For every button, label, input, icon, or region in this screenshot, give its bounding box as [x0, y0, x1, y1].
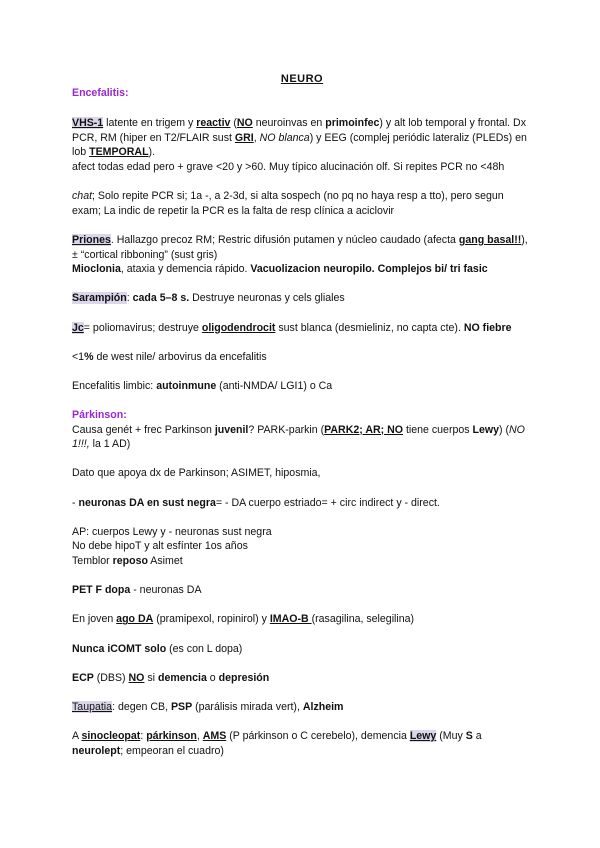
term-vhs: VHS-1	[72, 117, 104, 130]
paragraph-ap: AP: cuerpos Lewy y - neuronas sust negra	[72, 525, 272, 538]
paragraph-nunca: Nunca iCOMT solo (es con L dopa)	[72, 642, 243, 655]
term-sarampion: Sarampión	[72, 292, 127, 305]
paragraph-sarampion: Sarampión: cada 5–8 s. Destruye neuronas y cels gliales	[72, 292, 345, 305]
section-heading-parkinson: Párkinson:	[72, 409, 127, 422]
paragraph-park-genet: Causa genét + frec Parkinson juvenil? PARK-parkin (PARK2; AR; NO tiene cuerpos Lewy) (NO 1!!!, la 1 AD)	[72, 423, 525, 451]
term-taupatia: Taupatia	[72, 700, 113, 713]
paragraph-taupatia: Taupatia: degen CB, PSP (parálisis mirada vert), Alzheim	[72, 700, 344, 713]
paragraph-en-joven: En joven ago DA (pramipexol, ropinirol) y IMAO-B (rasagilina, selegilina)	[72, 613, 415, 626]
paragraph-chat: chat; Solo repite PCR si; 1a -, a 2-3d, si alta sospech (no pq no haya resp a tto), pero segun exam; La indic de repetir la PCR es la falta de resp clínica a aciclovir	[72, 190, 504, 217]
paragraph-mioclonia: Mioclonia, ataxia y demencia rápido. Vacuolizacion neuropilo. Complejos bi/ tri fasic	[72, 263, 488, 276]
paragraph-sinucleopatia: A sinocleopat: párkinson, AMS (P párkinson o C cerebelo), demencia Lewy (Muy S a neurolept; empeoran el cuadro)	[72, 730, 482, 757]
term-jc: Jc	[72, 321, 84, 334]
paragraph-vhs-age: afect todas edad pero + grave <20 y >60. Muy típico alucinación olf. Si repites PCR no <48h	[72, 160, 505, 173]
paragraph-neuronas-da: - neuronas DA en sust negra= - DA cuerpo estriado= + circ indirect y - direct.	[72, 496, 440, 509]
document-page	[72, 73, 532, 758]
section-heading-encefalitis: Encefalitis:	[72, 87, 129, 99]
paragraph-dato: Dato que apoya dx de Parkinson; ASIMET, hiposmia,	[72, 467, 321, 480]
paragraph-west-nile: <1% de west nile/ arbovirus da encefalitis	[72, 350, 267, 363]
paragraph-vhs: VHS-1 latente en trigem y reactiv (NO neuroinvas en primoinfec) y alt lob temporal y frontal. Dx PCR, RM (hiper en T2/FLAIR sust GRI, NO blanca) y EEG (complej periódic lateraliz (PLEDs) en lob TEMPORAL).	[72, 117, 527, 159]
paragraph-priones: Priones. Hallazgo precoz RM; Restric difusión putamen y núcleo caudado (afecta gang basal!!), ± “cortical ribboning” (sust gris)	[72, 233, 528, 261]
page-title: NEURO	[280, 73, 324, 85]
paragraph-pet: PET F dopa - neuronas DA	[72, 584, 202, 597]
paragraph-no-debe: No debe hipoT y alt esfínter 1os años	[72, 540, 248, 553]
term-priones: Priones	[72, 233, 111, 246]
paragraph-jc: Jc= poliomavirus; destruye oligodendrocit sust blanca (desmieliniz, no capta cte). NO fiebre	[72, 321, 512, 334]
paragraph-limbic: Encefalitis limbic: autoinmune (anti-NMDA/ LGI1) o Ca	[72, 379, 333, 392]
paragraph-temblor: Temblor reposo Asimet	[72, 555, 183, 567]
paragraph-ecp: ECP (DBS) NO si demencia o depresión	[72, 671, 270, 684]
